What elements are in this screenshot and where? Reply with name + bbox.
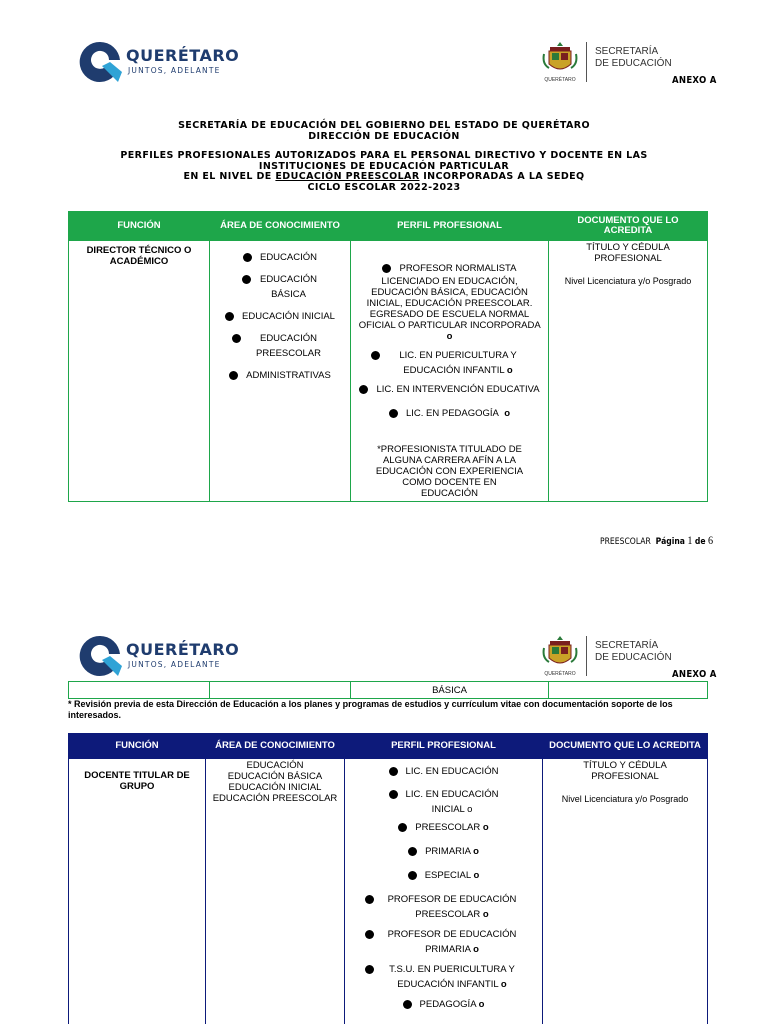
bullet-icon: [229, 371, 238, 380]
document-titles: [80, 121, 688, 193]
state-seal: [540, 634, 580, 680]
bullet-icon: [408, 847, 417, 856]
bullet-icon: [365, 930, 374, 939]
cont-cell: BÁSICA: [351, 682, 549, 699]
list-item: EDUCACIÓN BÁSICA: [210, 272, 350, 302]
list-item: PRIMARIA o: [345, 844, 542, 859]
seal-caption: QUERÉTARO: [544, 671, 576, 677]
list-item: LIC. EN PUERICULTURA Y EDUCACIÓN INFANTIL o: [351, 348, 548, 378]
bullet-icon: [365, 895, 374, 904]
col-perfil: PERFIL PROFESIONAL: [351, 212, 549, 241]
title-line5: CICLO ESCOLAR 2022-2023: [307, 181, 461, 193]
list-item: PREESCOLAR o: [345, 820, 542, 835]
list-item: PROFESOR DE EDUCACIÓN PREESCOLAR o: [345, 892, 542, 922]
title-line4: EN EL NIVEL DE EDUCACIÓN PREESCOLAR INCORPORADAS A LA SEDEQ: [183, 171, 585, 182]
list-item: PEDAGOGÍA o: [345, 997, 542, 1012]
list-item: EDUCACIÓN: [210, 250, 350, 265]
list-item: EDUCACIÓN PREESCOLAR: [210, 331, 350, 361]
page-footer: [600, 533, 713, 548]
perfil-paragraph: LICENCIADO EN EDUCACIÓN, EDUCACIÓN BÁSICA, EDUCACIÓN INICIAL, EDUCACIÓN PREESCOLAR. EGRESADO DE ESCUELA NORMAL OFICIAL O PARTICULAR INCORPORADA o: [358, 276, 541, 342]
secretaria-line2: DE EDUCACIÓN: [595, 58, 672, 69]
cell-areas: [210, 241, 351, 502]
doc-title: TÍTULO Y CÉDULA PROFESIONAL: [583, 760, 667, 782]
bullet-icon: [225, 312, 234, 321]
list-item: LIC. EN INTERVENCIÓN EDUCATIVA: [351, 382, 548, 397]
cell-documento: [543, 759, 708, 1024]
review-note: * Revisión previa de esta Dirección de Educación a los planes y programas de estudios y currículum vitae con documentación soporte de los interesados.: [68, 699, 673, 720]
profiles-table-docente: [68, 733, 708, 1024]
header-divider: [586, 42, 587, 82]
area-item: EDUCACIÓN PREESCOLAR: [212, 793, 338, 804]
bullet-icon: [389, 790, 398, 799]
col-funcion: FUNCIÓN: [69, 212, 210, 241]
cell-funcion: DIRECTOR TÉCNICO O ACADÉMICO: [69, 241, 210, 502]
secretaria-line1: SECRETARÍA: [595, 46, 659, 57]
col-area: ÁREA DE CONOCIMIENTO: [210, 212, 351, 241]
cell-perfil: [351, 241, 549, 502]
footer-page-total: 6: [708, 533, 714, 547]
anexo-label: ANEXO A: [672, 669, 717, 680]
header-divider: [586, 636, 587, 676]
secretaria-label: [595, 46, 672, 70]
state-seal: [540, 40, 580, 86]
bullet-icon: [403, 1000, 412, 1009]
title-line2: DIRECCIÓN DE EDUCACIÓN: [308, 130, 460, 142]
list-item: EDUCACIÓN INICIAL: [210, 309, 350, 324]
logo-tagline: JUNTOS, ADELANTE: [128, 66, 221, 75]
area-item: EDUCACIÓN: [246, 760, 304, 771]
logo-name: QUERÉTARO: [126, 46, 240, 65]
list-item: LIC. EN PEDAGOGÍA o: [351, 406, 548, 421]
col-area: ÁREA DE CONOCIMIENTO: [206, 734, 345, 759]
bullet-icon: [371, 351, 380, 360]
queretaro-logo: [78, 40, 238, 88]
col-documento: DOCUMENTO QUE LO ACREDITA: [543, 734, 708, 759]
list-item: PROFESOR NORMALISTA: [351, 261, 548, 276]
perfil-note: *PROFESIONISTA TITULADO DE ALGUNA CARRERA AFÍN A LA EDUCACIÓN CON EXPERIENCIA COMO DOCENTE EN EDUCACIÓN: [375, 444, 524, 499]
doc-level: Nivel Licenciatura y/o Posgrado: [564, 276, 692, 286]
cell-perfil: [345, 759, 543, 1024]
queretaro-logo: [78, 634, 238, 682]
bullet-icon: [382, 264, 391, 273]
footer-de: de: [694, 537, 706, 547]
profiles-table-director: [68, 211, 708, 502]
logo-name: QUERÉTARO: [126, 640, 240, 659]
state-seal-icon: [540, 40, 580, 76]
bullet-icon: [408, 871, 417, 880]
list-item: T.S.U. EN PUERICULTURA Y EDUCACIÓN INFANTIL o: [345, 962, 542, 992]
cell-areas: [206, 759, 345, 1024]
bullet-icon: [398, 823, 407, 832]
col-documento: DOCUMENTO QUE LO ACREDITA: [549, 212, 708, 241]
queretaro-logo-icon: [78, 40, 122, 84]
secretaria-label: [595, 640, 672, 664]
secretaria-line1: SECRETARÍA: [595, 640, 659, 651]
cell-funcion: DOCENTE TITULAR DE GRUPO: [69, 759, 206, 1024]
cell-documento: [549, 241, 708, 502]
list-item: LIC. EN EDUCACIÓN INICIAL o: [345, 787, 542, 817]
list-item: LIC. EN EDUCACIÓN: [345, 764, 542, 779]
title-level: EDUCACIÓN PREESCOLAR: [275, 171, 420, 182]
bullet-icon: [359, 385, 368, 394]
seal-caption: QUERÉTARO: [544, 77, 576, 83]
anexo-label: ANEXO A: [672, 75, 717, 86]
list-item: ESPECIAL o: [345, 868, 542, 883]
area-item: EDUCACIÓN BÁSICA: [227, 771, 323, 782]
title-line1: SECRETARÍA DE EDUCACIÓN DEL GOBIERNO DEL ESTADO DE QUERÉTARO: [178, 120, 590, 131]
continuation-row: [68, 681, 708, 699]
doc-level: Nivel Licenciatura y/o Posgrado: [561, 794, 689, 804]
doc-title: TÍTULO Y CÉDULA PROFESIONAL: [586, 242, 670, 264]
bullet-icon: [365, 965, 374, 974]
queretaro-logo-icon: [78, 634, 122, 678]
bullet-icon: [242, 275, 251, 284]
page1-header: [0, 40, 768, 100]
list-item: PROFESOR DE EDUCACIÓN PRIMARIA o: [345, 927, 542, 957]
list-item: ADMINISTRATIVAS: [210, 368, 350, 383]
footer-pagina: Página: [655, 537, 685, 547]
bullet-icon: [243, 253, 252, 262]
area-item: EDUCACIÓN INICIAL: [228, 782, 322, 793]
footer-page-num: 1: [687, 533, 693, 547]
logo-tagline: JUNTOS, ADELANTE: [128, 660, 221, 669]
bullet-icon: [389, 409, 398, 418]
col-funcion: FUNCIÓN: [69, 734, 206, 759]
state-seal-icon: [540, 634, 580, 670]
bullet-icon: [389, 767, 398, 776]
secretaria-line2: DE EDUCACIÓN: [595, 652, 672, 663]
col-perfil: PERFIL PROFESIONAL: [345, 734, 543, 759]
title-line3: PERFILES PROFESIONALES AUTORIZADOS PARA EL PERSONAL DIRECTIVO Y DOCENTE EN LAS INSTITUCIONES DE EDUCACIÓN PARTICULAR: [120, 150, 648, 172]
footer-label: PREESCOLAR: [600, 537, 651, 547]
bullet-icon: [232, 334, 241, 343]
